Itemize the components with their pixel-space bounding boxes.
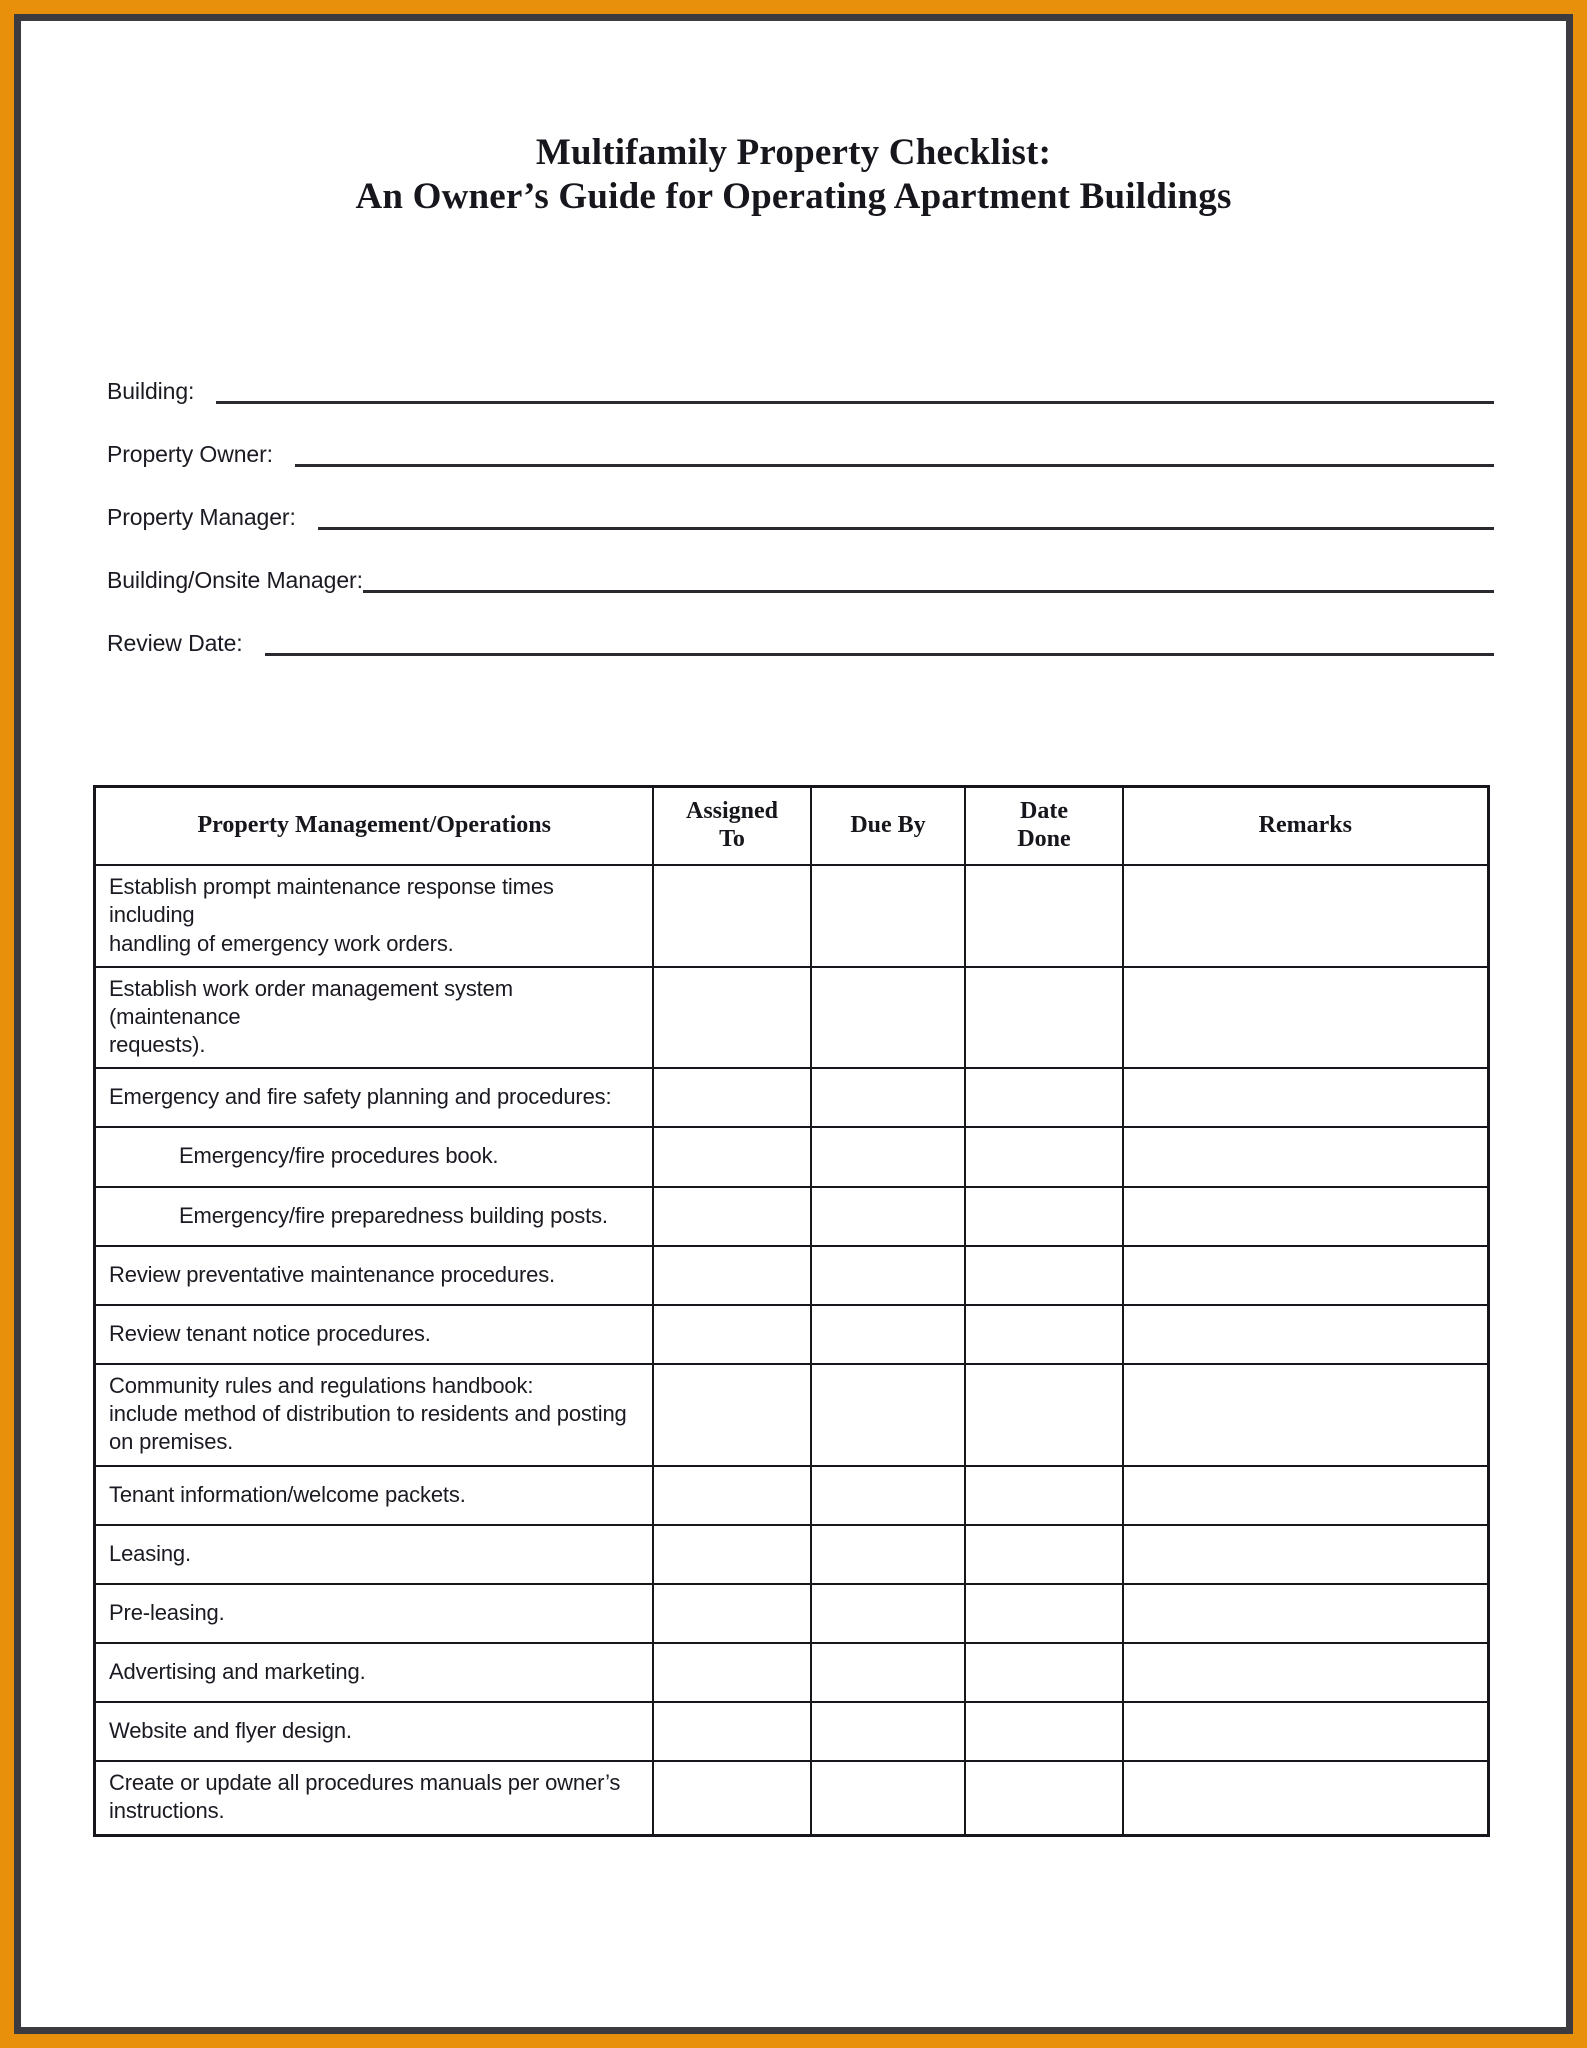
task-cell — [95, 865, 654, 966]
remarks-cell[interactable] — [1123, 1643, 1489, 1702]
form-row-property-manager — [107, 472, 1494, 535]
remarks-cell[interactable] — [1123, 1246, 1489, 1305]
assigned-to-cell[interactable] — [653, 1068, 810, 1127]
date-done-cell[interactable] — [965, 1364, 1122, 1465]
date-done-cell[interactable] — [965, 1068, 1122, 1127]
task-cell — [95, 1466, 654, 1525]
remarks-cell[interactable] — [1123, 1364, 1489, 1465]
remarks-cell[interactable] — [1123, 967, 1489, 1068]
page-title-line-1: Multifamily Property Checklist: — [535, 132, 1052, 173]
document-sheet — [21, 21, 1566, 2027]
form-label-review-date: Review Date: — [107, 630, 243, 657]
column-header-assigned-to — [653, 787, 810, 866]
checklist-table-body — [95, 865, 1489, 1835]
table-row — [95, 1584, 1489, 1643]
table-row — [95, 1525, 1489, 1584]
task-text-line: Emergency and fire safety planning and procedures: — [109, 1084, 612, 1110]
date-done-cell[interactable] — [965, 1466, 1122, 1525]
assigned-to-cell[interactable] — [653, 1466, 810, 1525]
table-row — [95, 865, 1489, 966]
task-text-line: Emergency/fire procedures book. — [179, 1143, 499, 1169]
assigned-to-cell[interactable] — [653, 1187, 810, 1246]
remarks-cell[interactable] — [1123, 1187, 1489, 1246]
assigned-to-cell[interactable] — [653, 1305, 810, 1364]
assigned-to-cell[interactable] — [653, 1761, 810, 1835]
table-row — [95, 1305, 1489, 1364]
task-cell — [95, 1127, 654, 1186]
assigned-to-cell[interactable] — [653, 1246, 810, 1305]
table-header-row — [95, 787, 1489, 866]
due-by-cell[interactable] — [811, 1643, 966, 1702]
due-by-cell[interactable] — [811, 1305, 966, 1364]
column-header-assigned-to-line-1: Assigned — [685, 798, 779, 825]
remarks-cell[interactable] — [1123, 1068, 1489, 1127]
form-input-property-manager[interactable] — [318, 527, 1494, 530]
assigned-to-cell[interactable] — [653, 1584, 810, 1643]
remarks-cell[interactable] — [1123, 1702, 1489, 1761]
form-row-building — [107, 346, 1494, 409]
date-done-cell[interactable] — [965, 1525, 1122, 1584]
task-text-line: instructions. — [109, 1798, 225, 1824]
due-by-cell[interactable] — [811, 1702, 966, 1761]
form-label-property-manager: Property Manager: — [107, 504, 296, 531]
task-text-line: Tenant information/welcome packets. — [109, 1481, 466, 1507]
form-input-onsite-manager[interactable] — [363, 590, 1494, 593]
column-header-due-by: Due By — [811, 787, 966, 866]
due-by-cell[interactable] — [811, 1466, 966, 1525]
form-input-building[interactable] — [216, 401, 1494, 404]
assigned-to-cell[interactable] — [653, 967, 810, 1068]
remarks-cell[interactable] — [1123, 1584, 1489, 1643]
column-header-remarks: Remarks — [1123, 787, 1489, 866]
task-text-line: handling of emergency work orders. — [109, 930, 454, 956]
due-by-cell[interactable] — [811, 967, 966, 1068]
date-done-cell[interactable] — [965, 967, 1122, 1068]
task-cell — [95, 1761, 654, 1835]
task-text-line: Website and flyer design. — [109, 1718, 352, 1744]
assigned-to-cell[interactable] — [653, 1643, 810, 1702]
remarks-cell[interactable] — [1123, 1525, 1489, 1584]
due-by-cell[interactable] — [811, 1187, 966, 1246]
task-cell — [95, 1246, 654, 1305]
task-cell — [95, 1643, 654, 1702]
task-text-line: Community rules and regulations handbook: — [109, 1373, 534, 1399]
date-done-cell[interactable] — [965, 1246, 1122, 1305]
date-done-cell[interactable] — [965, 1305, 1122, 1364]
checklist-table — [93, 785, 1490, 1836]
table-row — [95, 1702, 1489, 1761]
due-by-cell[interactable] — [811, 1525, 966, 1584]
task-text-line: requests). — [109, 1032, 206, 1058]
table-row — [95, 1246, 1489, 1305]
due-by-cell[interactable] — [811, 1068, 966, 1127]
form-row-onsite-manager — [107, 535, 1494, 598]
column-header-date-done-line-2: Done — [1017, 826, 1071, 853]
remarks-cell[interactable] — [1123, 865, 1489, 966]
task-text-line: Leasing. — [109, 1540, 191, 1566]
table-row — [95, 1187, 1489, 1246]
table-row — [95, 1466, 1489, 1525]
form-row-review-date — [107, 598, 1494, 661]
task-text-line: on premises. — [109, 1429, 234, 1455]
assigned-to-cell[interactable] — [653, 865, 810, 966]
task-text-line: Emergency/fire preparedness building posts. — [179, 1202, 608, 1228]
task-cell — [95, 967, 654, 1068]
date-done-cell[interactable] — [965, 1643, 1122, 1702]
task-text-line: Review preventative maintenance procedures. — [109, 1261, 556, 1287]
due-by-cell[interactable] — [811, 1584, 966, 1643]
column-header-assigned-to-line-2: To — [719, 826, 745, 853]
task-text-line: include method of distribution to residents and posting — [109, 1401, 627, 1427]
table-row — [95, 1761, 1489, 1835]
remarks-cell[interactable] — [1123, 1127, 1489, 1186]
page-title — [21, 21, 1566, 218]
due-by-cell[interactable] — [811, 865, 966, 966]
remarks-cell[interactable] — [1123, 1305, 1489, 1364]
task-cell — [95, 1187, 654, 1246]
date-done-cell[interactable] — [965, 1761, 1122, 1835]
date-done-cell[interactable] — [965, 1127, 1122, 1186]
assigned-to-cell[interactable] — [653, 1364, 810, 1465]
remarks-cell[interactable] — [1123, 1761, 1489, 1835]
task-cell — [95, 1364, 654, 1465]
column-header-date-done — [965, 787, 1122, 866]
due-by-cell[interactable] — [811, 1127, 966, 1186]
assigned-to-cell[interactable] — [653, 1702, 810, 1761]
due-by-cell[interactable] — [811, 1761, 966, 1835]
form-fields-section — [21, 346, 1566, 661]
form-label-building: Building: — [107, 378, 195, 405]
due-by-cell[interactable] — [811, 1246, 966, 1305]
table-row — [95, 967, 1489, 1068]
date-done-cell[interactable] — [965, 1702, 1122, 1761]
form-label-property-owner: Property Owner: — [107, 441, 273, 468]
table-row — [95, 1068, 1489, 1127]
remarks-cell[interactable] — [1123, 1466, 1489, 1525]
task-text-line: Pre-leasing. — [109, 1599, 225, 1625]
task-cell — [95, 1068, 654, 1127]
table-row — [95, 1364, 1489, 1465]
form-row-property-owner — [107, 409, 1494, 472]
table-row — [95, 1643, 1489, 1702]
due-by-cell[interactable] — [811, 1364, 966, 1465]
date-done-cell[interactable] — [965, 1187, 1122, 1246]
checklist-table-header — [95, 787, 1489, 866]
table-row — [95, 1127, 1489, 1186]
column-header-date-done-line-1: Date — [1020, 798, 1068, 825]
form-input-review-date[interactable] — [265, 653, 1494, 656]
task-cell — [95, 1584, 654, 1643]
checklist-section — [21, 785, 1566, 1836]
form-input-property-owner[interactable] — [295, 464, 1494, 467]
form-label-onsite-manager: Building/Onsite Manager: — [107, 567, 363, 594]
assigned-to-cell[interactable] — [653, 1525, 810, 1584]
date-done-cell[interactable] — [965, 1584, 1122, 1643]
page-title-line-2: An Owner’s Guide for Operating Apartment Buildings — [355, 175, 1232, 217]
task-text-line: Review tenant notice procedures. — [109, 1320, 431, 1346]
task-text-line: Establish work order management system (maintenance — [109, 975, 513, 1029]
task-cell — [95, 1305, 654, 1364]
task-text-line: Advertising and marketing. — [109, 1658, 366, 1684]
date-done-cell[interactable] — [965, 865, 1122, 966]
task-cell — [95, 1525, 654, 1584]
task-cell — [95, 1702, 654, 1761]
task-text-line: Establish prompt maintenance response times including — [109, 874, 554, 928]
assigned-to-cell[interactable] — [653, 1127, 810, 1186]
column-header-task: Property Management/Operations — [95, 787, 654, 866]
task-text-line: Create or update all procedures manuals per owner’s — [109, 1770, 621, 1796]
